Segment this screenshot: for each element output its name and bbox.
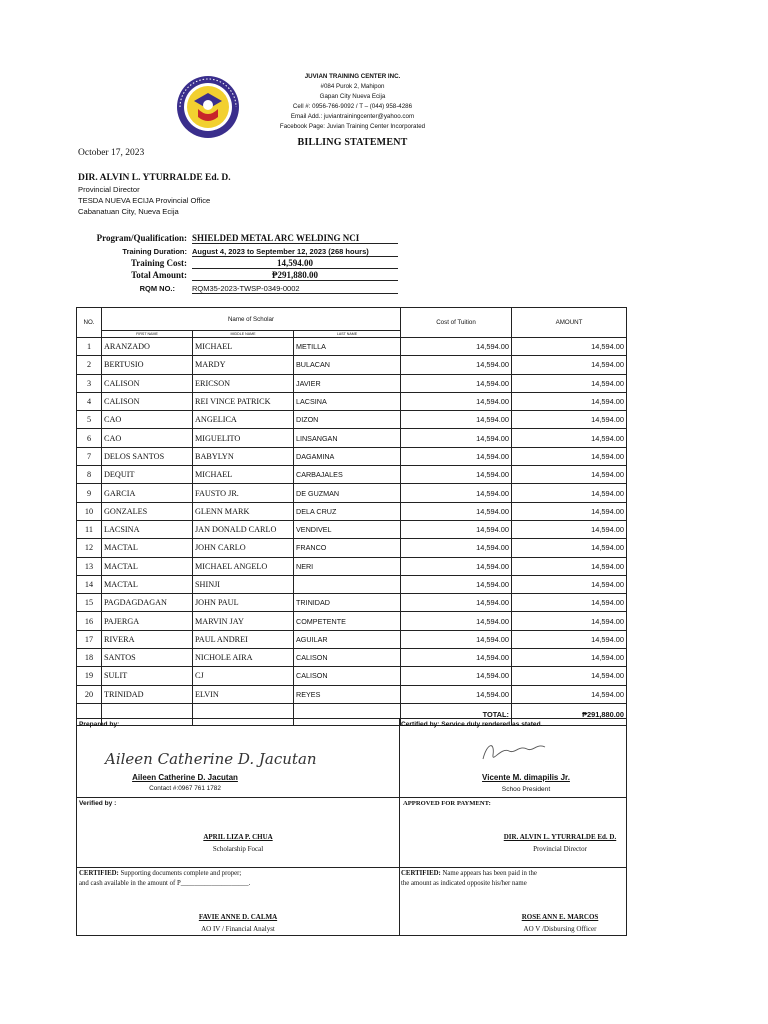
table-row xyxy=(77,338,627,356)
row-first-name: MACTAL xyxy=(102,539,193,557)
row-no: 12 xyxy=(77,539,102,557)
row-first-name: ARANZADO xyxy=(102,338,193,356)
certified-funds-text-2: and cash available in the amount of P____________________. xyxy=(79,880,251,887)
row-first-name: TRINIDAD xyxy=(102,685,193,703)
certified-payment-text-1: Name appears has been paid in the xyxy=(442,870,537,877)
row-no: 3 xyxy=(77,374,102,392)
row-last-name xyxy=(294,575,401,593)
signatories-section xyxy=(76,718,627,936)
table-row xyxy=(77,374,627,392)
certified-funds-label: CERTIFIED: xyxy=(79,870,119,877)
row-cost-of-tuition: 14,594.00 xyxy=(401,484,512,502)
row-middle-name: REI VINCE PATRICK xyxy=(193,392,294,410)
row-middle-name: MICHAEL ANGELO xyxy=(193,557,294,575)
row-amount: 14,594.00 xyxy=(512,447,627,465)
total-amount-label: Total Amount: xyxy=(131,270,187,280)
row-middle-name: ELVIN xyxy=(193,685,294,703)
prepared-by-contact: Contact #:0967 761 1782 xyxy=(149,785,221,792)
table-row xyxy=(77,392,627,410)
row-first-name: PAJERGA xyxy=(102,612,193,630)
row-middle-name: CJ xyxy=(193,667,294,685)
row-amount: 14,594.00 xyxy=(512,338,627,356)
financial-analyst-role: AO IV / Financial Analyst xyxy=(201,925,275,933)
addressee-office: TESDA NUEVA ECIJA Provincial Office xyxy=(78,196,211,205)
row-no: 10 xyxy=(77,502,102,520)
row-last-name: DE GUZMAN xyxy=(294,484,401,502)
table-row xyxy=(77,685,627,703)
certified-by-name: Vicente M. dimapilis Jr. xyxy=(482,773,570,782)
header-name-of-scholar: Name of Scholar xyxy=(102,308,401,331)
row-middle-name: MICHAEL xyxy=(193,466,294,484)
company-email: Email Add.: juviantrainingcenter@yahoo.com xyxy=(290,113,415,120)
row-first-name: GARCIA xyxy=(102,484,193,502)
row-first-name: BERTUSIO xyxy=(102,356,193,374)
row-last-name: LACSINA xyxy=(294,392,401,410)
certified-by-label: Certified by: Service duly rendered as stated. xyxy=(401,721,543,728)
row-amount: 14,594.00 xyxy=(512,594,627,612)
row-first-name: PAGDAGDAGAN xyxy=(102,594,193,612)
signatories-row-divider-1 xyxy=(77,797,626,798)
addressee-name: DIR. ALVIN L. YTURRALDE Ed. D. xyxy=(78,173,231,183)
disbursing-officer-name: ROSE ANN E. MARCOS xyxy=(521,913,599,921)
verified-by-label: Verified by : xyxy=(79,800,117,807)
table-row xyxy=(77,612,627,630)
row-cost-of-tuition: 14,594.00 xyxy=(401,429,512,447)
row-cost-of-tuition: 14,594.00 xyxy=(401,612,512,630)
row-no: 6 xyxy=(77,429,102,447)
verified-by-role: Scholarship Focal xyxy=(212,845,264,853)
row-no: 15 xyxy=(77,594,102,612)
signatories-row-divider-2 xyxy=(77,867,626,868)
row-first-name: SANTOS xyxy=(102,649,193,667)
certified-funds-text-1: Supporting documents complete and proper; xyxy=(120,870,242,877)
row-middle-name: MICHAEL xyxy=(193,338,294,356)
row-cost-of-tuition: 14,594.00 xyxy=(401,685,512,703)
header-first-name: FIRST NAME xyxy=(102,331,193,338)
row-first-name: GONZALES xyxy=(102,502,193,520)
row-amount: 14,594.00 xyxy=(512,685,627,703)
row-first-name: CAO xyxy=(102,411,193,429)
disbursing-officer-role: AO V /Disbursing Officer xyxy=(523,925,597,933)
row-no: 14 xyxy=(77,575,102,593)
table-row xyxy=(77,649,627,667)
row-amount: 14,594.00 xyxy=(512,612,627,630)
row-middle-name: PAUL ANDREI xyxy=(193,630,294,648)
row-cost-of-tuition: 14,594.00 xyxy=(401,411,512,429)
row-amount: 14,594.00 xyxy=(512,392,627,410)
table-row xyxy=(77,502,627,520)
row-cost-of-tuition: 14,594.00 xyxy=(401,502,512,520)
qualification-value: SHIELDED METAL ARC WELDING NCI xyxy=(192,233,398,244)
row-first-name: SULIT xyxy=(102,667,193,685)
row-middle-name: JOHN PAUL xyxy=(193,594,294,612)
row-amount: 14,594.00 xyxy=(512,502,627,520)
row-cost-of-tuition: 14,594.00 xyxy=(401,466,512,484)
table-row xyxy=(77,539,627,557)
row-no: 8 xyxy=(77,466,102,484)
document-date: October 17, 2023 xyxy=(78,148,145,158)
table-row xyxy=(77,557,627,575)
total-label: TOTAL: xyxy=(401,703,512,725)
row-no: 16 xyxy=(77,612,102,630)
row-last-name: REYES xyxy=(294,685,401,703)
row-middle-name: BABYLYN xyxy=(193,447,294,465)
verified-by-name: APRIL LIZA P. CHUA xyxy=(203,833,273,841)
scholar-billing-table xyxy=(76,307,627,726)
rqm-label: RQM NO.: xyxy=(139,284,175,293)
row-last-name: DELA CRUZ xyxy=(294,502,401,520)
program-details xyxy=(0,0,768,300)
row-amount: 14,594.00 xyxy=(512,411,627,429)
addressee-city: Cabanatuan City, Nueva Ecija xyxy=(78,207,179,216)
qualification-label: Program/Qualification: xyxy=(96,233,187,243)
row-middle-name: GLENN MARK xyxy=(193,502,294,520)
row-no: 4 xyxy=(77,392,102,410)
table-row xyxy=(77,630,627,648)
approved-for-payment-label: APPROVED FOR PAYMENT: xyxy=(403,800,491,807)
rqm-value: RQM35-2023-TWSP-0349-0002 xyxy=(192,284,398,294)
row-amount: 14,594.00 xyxy=(512,575,627,593)
certified-payment-text-2: the amount as indicated opposite his/her name xyxy=(401,880,527,887)
header-cost-of-tuition: Cost of Tuition xyxy=(401,308,512,338)
row-no: 2 xyxy=(77,356,102,374)
row-cost-of-tuition: 14,594.00 xyxy=(401,520,512,538)
row-last-name: COMPETENTE xyxy=(294,612,401,630)
row-cost-of-tuition: 14,594.00 xyxy=(401,392,512,410)
row-amount: 14,594.00 xyxy=(512,484,627,502)
row-no: 20 xyxy=(77,685,102,703)
prepared-by-name: Aileen Catherine D. Jacutan xyxy=(132,773,238,782)
row-last-name: AGUILAR xyxy=(294,630,401,648)
row-cost-of-tuition: 14,594.00 xyxy=(401,667,512,685)
row-no: 9 xyxy=(77,484,102,502)
table-row xyxy=(77,411,627,429)
row-first-name: CAO xyxy=(102,429,193,447)
row-last-name: BULACAN xyxy=(294,356,401,374)
row-cost-of-tuition: 14,594.00 xyxy=(401,575,512,593)
row-cost-of-tuition: 14,594.00 xyxy=(401,338,512,356)
row-amount: 14,594.00 xyxy=(512,667,627,685)
row-amount: 14,594.00 xyxy=(512,649,627,667)
table-row xyxy=(77,520,627,538)
row-last-name: DIZON xyxy=(294,411,401,429)
table-row xyxy=(77,447,627,465)
table-row xyxy=(77,356,627,374)
row-middle-name: MARVIN JAY xyxy=(193,612,294,630)
row-last-name: JAVIER xyxy=(294,374,401,392)
row-last-name: NERI xyxy=(294,557,401,575)
row-no: 1 xyxy=(77,338,102,356)
row-middle-name: ANGELICA xyxy=(193,411,294,429)
row-amount: 14,594.00 xyxy=(512,557,627,575)
header-middle-name: MIDDLE NAME xyxy=(193,331,294,338)
certified-funds-block xyxy=(79,869,250,889)
certified-payment-block xyxy=(401,869,537,889)
row-no: 13 xyxy=(77,557,102,575)
company-facebook: Facebook Page: Juvian Training Center Incorporated xyxy=(279,123,426,130)
financial-analyst-name: FAVIE ANNE D. CALMA xyxy=(198,913,278,921)
table-row xyxy=(77,484,627,502)
row-last-name: CALISON xyxy=(294,667,401,685)
total-amount-value: ₱291,880.00 xyxy=(192,270,398,281)
prepared-by-signature xyxy=(103,745,318,771)
row-first-name: CALISON xyxy=(102,374,193,392)
approved-by-name: DIR. ALVIN L. YTURRALDE Ed. D. xyxy=(503,833,617,841)
document-title: BILLING STATEMENT xyxy=(297,137,408,148)
row-amount: 14,594.00 xyxy=(512,520,627,538)
row-last-name: TRINIDAD xyxy=(294,594,401,612)
company-name: JUVIAN TRAINING CENTER INC. xyxy=(304,73,401,80)
table-row xyxy=(77,466,627,484)
company-phone: Cell #: 0956-766-9092 / T – (044) 958-4286 xyxy=(292,103,413,110)
row-no: 11 xyxy=(77,520,102,538)
row-first-name: LACSINA xyxy=(102,520,193,538)
row-middle-name: JAN DONALD CARLO xyxy=(193,520,294,538)
row-first-name: MACTAL xyxy=(102,557,193,575)
prepared-by-label: Prepared by: xyxy=(79,721,120,728)
row-cost-of-tuition: 14,594.00 xyxy=(401,557,512,575)
row-last-name: METILLA xyxy=(294,338,401,356)
row-first-name: CALISON xyxy=(102,392,193,410)
duration-label: Training Duration: xyxy=(122,247,187,256)
row-first-name: RIVERA xyxy=(102,630,193,648)
certified-by-role: Schoo President xyxy=(501,786,551,793)
row-first-name: DELOS SANTOS xyxy=(102,447,193,465)
row-middle-name: SHINJI xyxy=(193,575,294,593)
table-row xyxy=(77,575,627,593)
row-amount: 14,594.00 xyxy=(512,374,627,392)
row-last-name: FRANCO xyxy=(294,539,401,557)
table-row xyxy=(77,667,627,685)
row-last-name: LINSANGAN xyxy=(294,429,401,447)
row-no: 19 xyxy=(77,667,102,685)
row-no: 17 xyxy=(77,630,102,648)
row-middle-name: ERICSON xyxy=(193,374,294,392)
prepared-signature-script: Aileen Catherine D. Jacutan xyxy=(105,750,317,768)
row-amount: 14,594.00 xyxy=(512,356,627,374)
row-last-name: CARBAJALES xyxy=(294,466,401,484)
table-row xyxy=(77,594,627,612)
signatories-divider xyxy=(399,719,400,935)
row-no: 5 xyxy=(77,411,102,429)
row-last-name: CALISON xyxy=(294,649,401,667)
row-first-name: DEQUIT xyxy=(102,466,193,484)
row-middle-name: JOHN CARLO xyxy=(193,539,294,557)
header-amount: AMOUNT xyxy=(512,308,627,338)
row-amount: 14,594.00 xyxy=(512,630,627,648)
addressee-position: Provincial Director xyxy=(78,185,140,194)
header-last-name: LAST NAME xyxy=(294,331,401,338)
row-cost-of-tuition: 14,594.00 xyxy=(401,594,512,612)
row-middle-name: NICHOLE AIRA xyxy=(193,649,294,667)
row-first-name: MACTAL xyxy=(102,575,193,593)
row-middle-name: MARDY xyxy=(193,356,294,374)
company-address-line1: #084 Purok 2, Mahipon xyxy=(320,83,385,90)
row-cost-of-tuition: 14,594.00 xyxy=(401,649,512,667)
row-amount: 14,594.00 xyxy=(512,466,627,484)
row-amount: 14,594.00 xyxy=(512,539,627,557)
certified-by-signature xyxy=(475,737,555,769)
certified-payment-label: CERTIFIED: xyxy=(401,870,441,877)
row-cost-of-tuition: 14,594.00 xyxy=(401,356,512,374)
table-header-row xyxy=(77,308,627,331)
row-last-name: DAGAMINA xyxy=(294,447,401,465)
row-middle-name: MIGUELITO xyxy=(193,429,294,447)
table-row xyxy=(77,429,627,447)
company-address-line2: Gapan City Nueva Ecija xyxy=(319,93,386,100)
row-cost-of-tuition: 14,594.00 xyxy=(401,630,512,648)
training-cost-label: Training Cost: xyxy=(130,258,187,268)
row-no: 18 xyxy=(77,649,102,667)
row-last-name: VENDIVEL xyxy=(294,520,401,538)
header-no: NO. xyxy=(77,308,102,338)
row-cost-of-tuition: 14,594.00 xyxy=(401,447,512,465)
row-amount: 14,594.00 xyxy=(512,429,627,447)
row-cost-of-tuition: 14,594.00 xyxy=(401,539,512,557)
row-cost-of-tuition: 14,594.00 xyxy=(401,374,512,392)
duration-value: August 4, 2023 to September 12, 2023 (268 hours) xyxy=(192,247,398,257)
certified-signature-script: Vicente M. dimapilis Jr. xyxy=(479,764,515,768)
row-middle-name: FAUSTO JR. xyxy=(193,484,294,502)
training-cost-value: 14,594.00 xyxy=(192,258,398,269)
total-value: ₱291,880.00 xyxy=(512,703,627,725)
row-no: 7 xyxy=(77,447,102,465)
approved-by-role: Provincial Director xyxy=(533,845,587,853)
